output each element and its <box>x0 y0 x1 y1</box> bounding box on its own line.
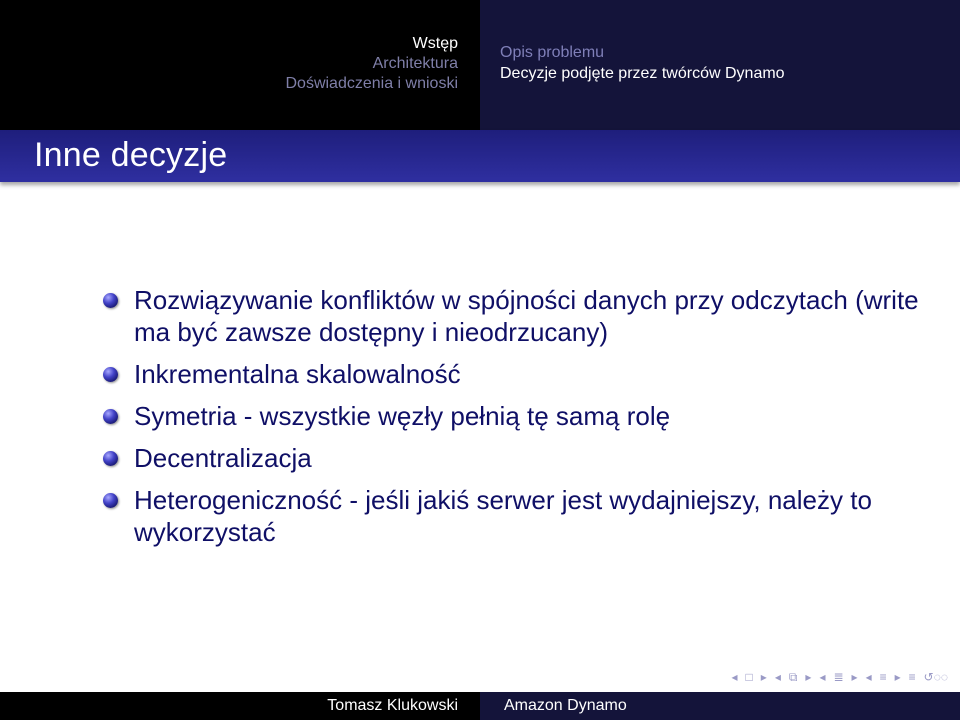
frame-title: Inne decyzje <box>34 136 228 174</box>
list-item-text: Heterogeniczność - jeśli jakiś serwer jest wydajniejszy, należy to wykorzystać <box>134 485 872 547</box>
bullet-icon <box>103 409 118 424</box>
nav-section-doswiadczenia[interactable]: Doświadczenia i wnioski <box>285 75 458 92</box>
list-item <box>100 358 920 390</box>
list-item <box>100 484 920 548</box>
frame-next-icon[interactable]: ▸ <box>805 670 812 684</box>
slide-prev-icon[interactable]: ◂ <box>731 670 738 684</box>
section-navigation <box>0 0 480 130</box>
section-icon[interactable]: ≡ <box>879 670 887 684</box>
nav-section-wstep[interactable]: Wstęp <box>412 35 458 52</box>
frame-title-bar <box>0 130 960 182</box>
nav-subsection-decyzje[interactable]: Decyzje podjęte przez twórców Dynamo <box>500 65 785 82</box>
header-navigation <box>0 0 960 130</box>
bullet-icon <box>103 367 118 382</box>
frame-prev-icon[interactable]: ◂ <box>774 670 781 684</box>
list-item-text: Inkrementalna skalowalność <box>134 359 461 389</box>
nav-section-architektura[interactable]: Architektura <box>372 55 458 72</box>
list-item <box>100 442 920 474</box>
slide-next-icon[interactable]: ▸ <box>760 670 767 684</box>
frame-content <box>100 284 920 558</box>
list-item-text: Decentralizacja <box>134 443 312 473</box>
slide-icon[interactable]: □ <box>745 670 753 684</box>
subsection-next-icon[interactable]: ▸ <box>851 670 858 684</box>
footer-title: Amazon Dynamo <box>480 692 960 720</box>
bullet-icon <box>103 293 118 308</box>
subsection-navigation <box>480 0 960 130</box>
section-prev-icon[interactable]: ◂ <box>865 670 872 684</box>
bullet-list <box>100 284 920 548</box>
frame-icon[interactable]: ⧉ <box>788 669 798 684</box>
list-item-text: Symetria - wszystkie węzły pełnią tę samą rolę <box>134 401 671 431</box>
align-icon[interactable]: ≡ <box>908 670 916 684</box>
list-item <box>100 400 920 432</box>
nav-subsection-opis-problemu[interactable]: Opis problemu <box>500 44 605 61</box>
list-item-text: Rozwiązywanie konfliktów w spójności danych przy odczytach (write ma być zawsze dostępny i nieodrzucany) <box>134 285 919 347</box>
footer <box>0 692 960 720</box>
bullet-icon <box>103 493 118 508</box>
section-next-icon[interactable]: ▸ <box>894 670 901 684</box>
bullet-icon <box>103 451 118 466</box>
beamer-navigation-symbols <box>732 668 949 686</box>
list-item <box>100 284 920 348</box>
search-icon[interactable]: ↺◌◌ <box>923 670 948 684</box>
footer-author: Tomasz Klukowski <box>0 692 480 720</box>
subsection-icon[interactable]: ≣ <box>833 670 844 684</box>
subsection-prev-icon[interactable]: ◂ <box>819 670 826 684</box>
